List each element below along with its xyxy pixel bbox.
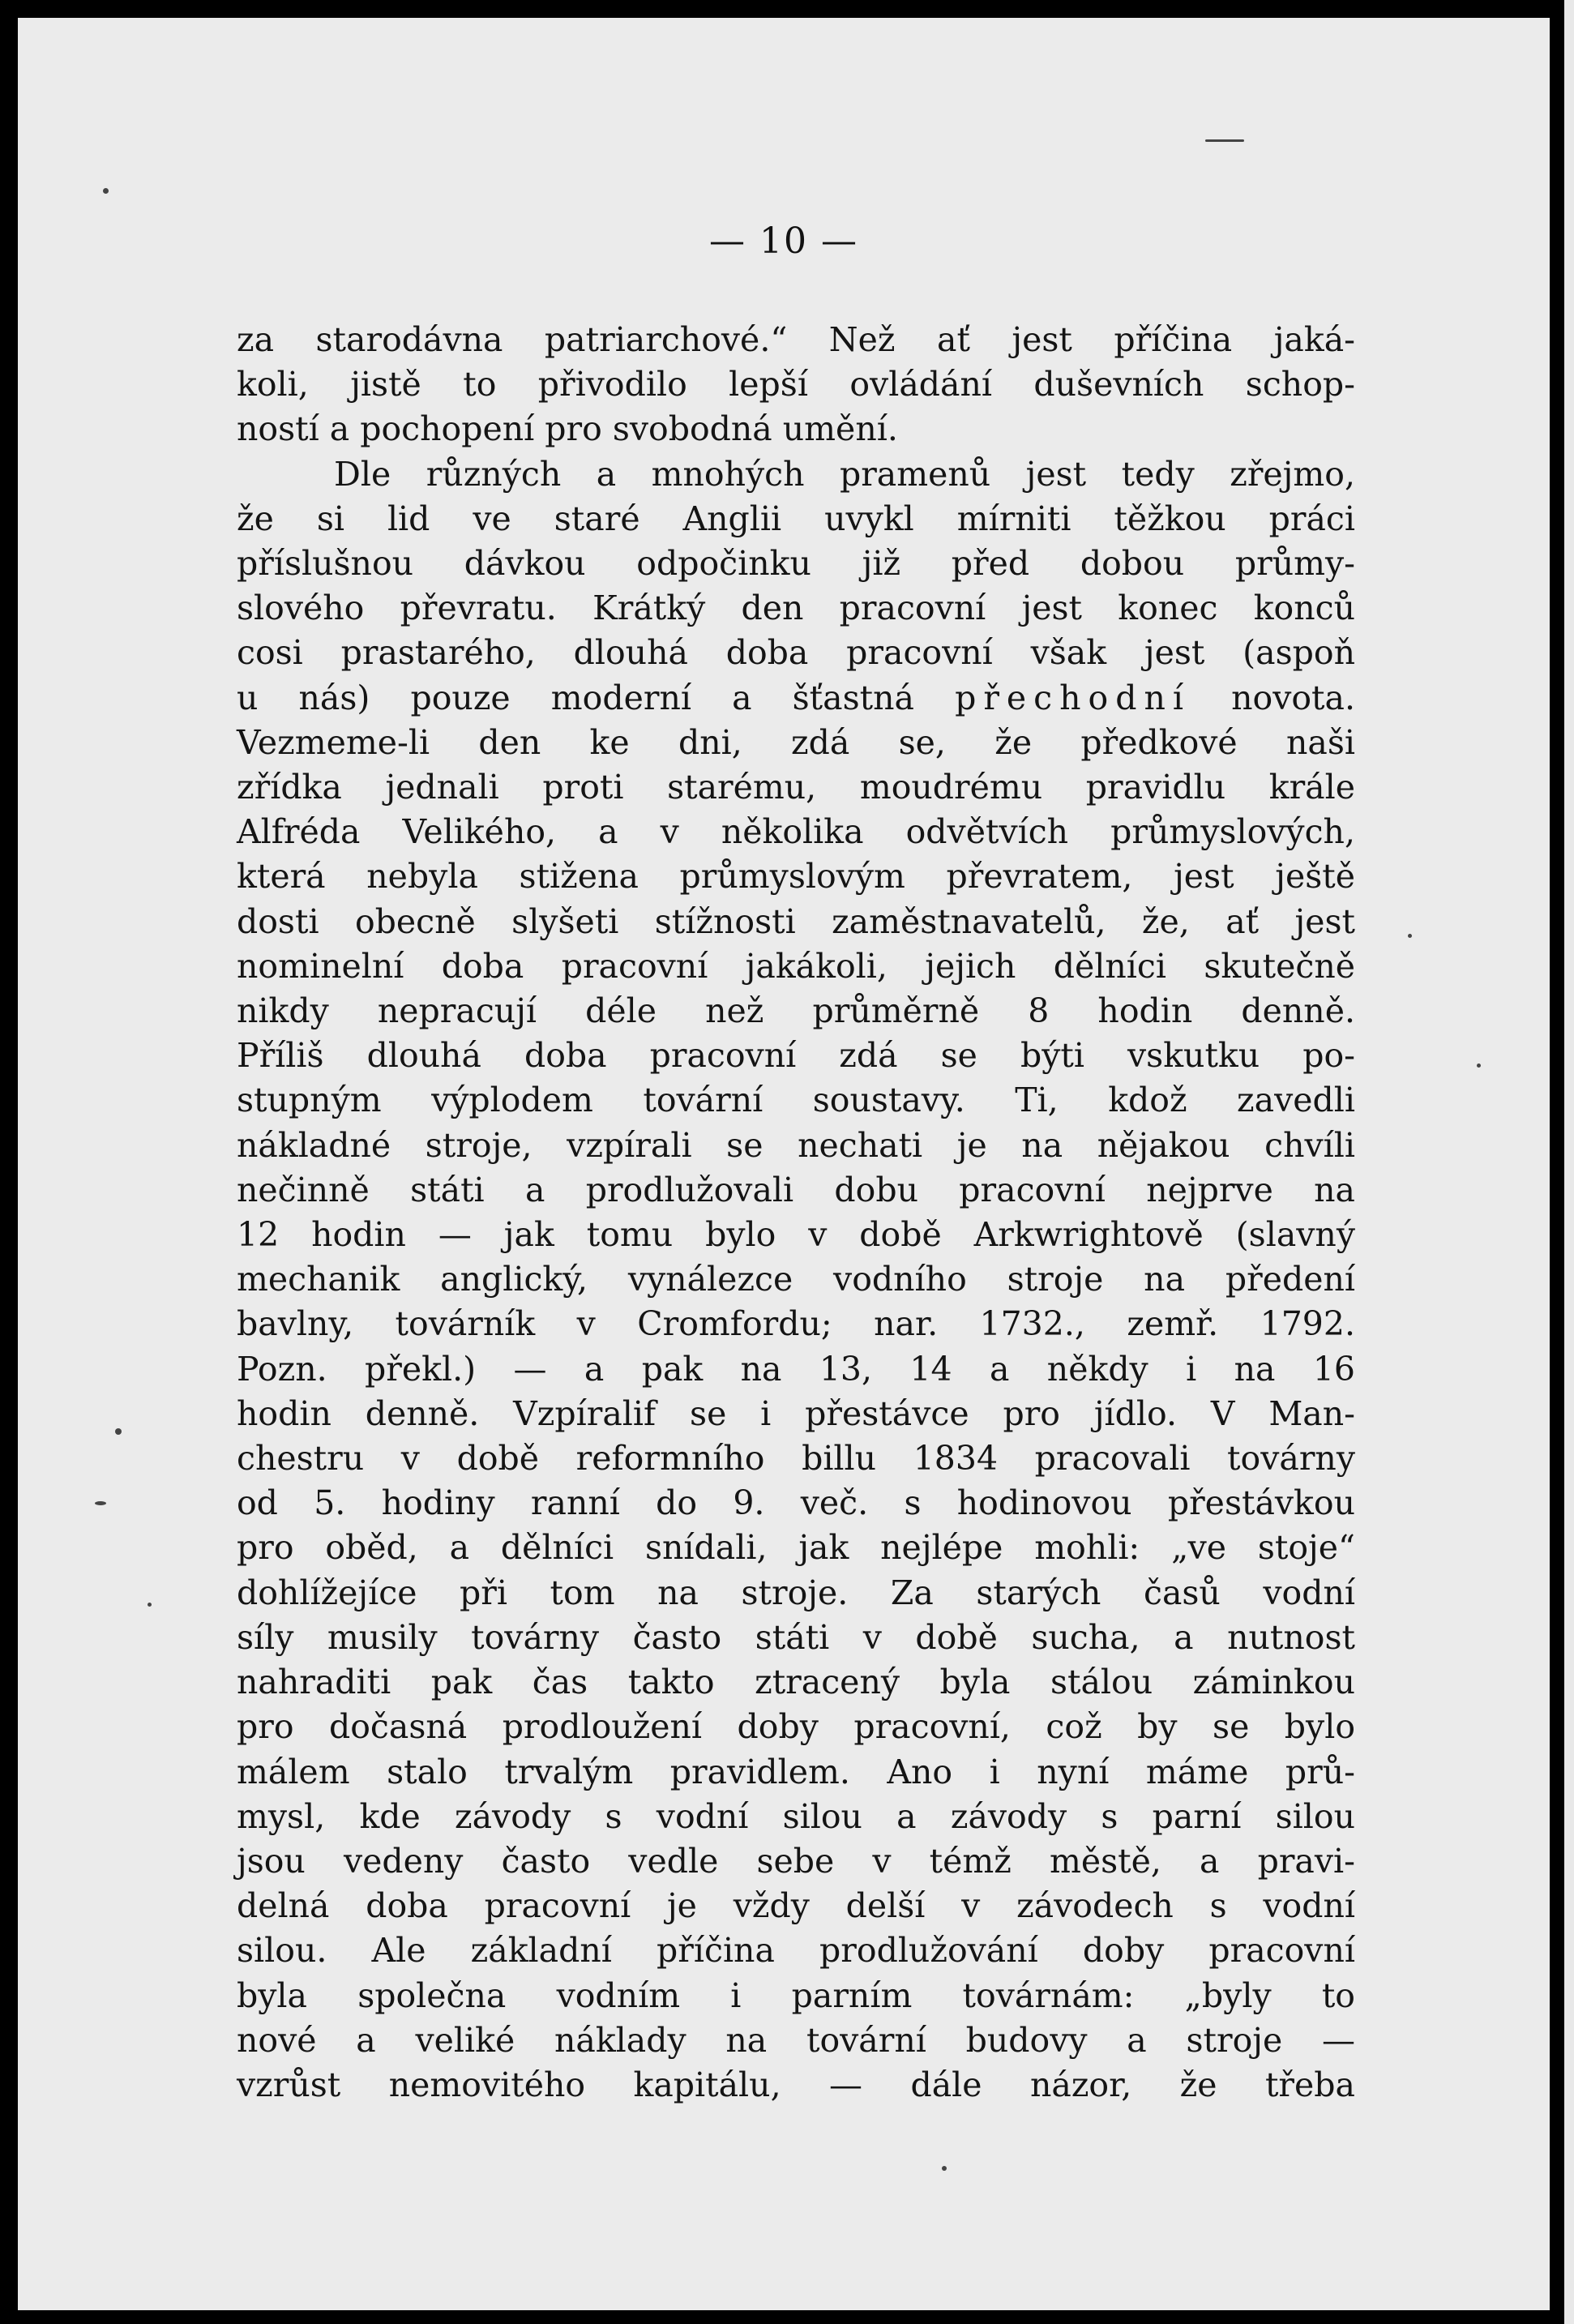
text-line: Pozn. překl.) — a pak na 13, 14 a někdy i na 16 (237, 1349, 1355, 1389)
text-line: dohlížejíce při tom na stroje. Za starých časů vodní (237, 1573, 1355, 1612)
text-line: slového převratu. Krátký den pracovní jest konec konců (237, 588, 1355, 628)
text-line: hodin denně. Vzpíralif se i přestávce pro jídlo. V Man- (237, 1393, 1355, 1433)
text-line: pro dočasná prodloužení doby pracovní, což by se bylo (237, 1707, 1355, 1747)
text-line: Vezmeme-li den ke dni, zdá se, že předkové naši (237, 722, 1355, 762)
text-line: cosi prastarého, dlouhá doba pracovní však jest (aspoň (237, 633, 1355, 673)
text-line: koli, jistě to přivodilo lepší ovládání duševních schop- (237, 365, 1355, 404)
paper-speck (103, 188, 109, 194)
text-line: nikdy nepracují déle než průměrně 8 hodin denně. (237, 991, 1355, 1031)
text-line: silou. Ale základní příčina prodlužování doby pracovní (237, 1931, 1355, 1971)
text-line: nákladné stroje, vzpírali se nechati je na nějakou chvíli (237, 1125, 1355, 1165)
text-line-emphasis (237, 676, 1355, 721)
paper-speck (1477, 1064, 1481, 1068)
text-line: dosti obecně slyšeti stížnosti zaměstnavatelů, že, ať jest (237, 901, 1355, 941)
page-number: — 10 — (709, 220, 858, 262)
text-line: od 5. hodiny ranní do 9. več. s hodinovou přestávkou (237, 1483, 1355, 1523)
text-line: Alfréda Velikého, a v několika odvětvích průmyslových, (237, 812, 1355, 852)
text-line: málem stalo trvalým pravidlem. Ano i nyní máme prů- (237, 1752, 1355, 1791)
text-line: nahraditi pak čas takto ztracený byla stálou záminkou (237, 1663, 1355, 1702)
text-line: pro oběd, a dělníci snídali, jak nejlépe mohli: „ve stoje“ (237, 1528, 1355, 1568)
text-line: za starodávna patriarchové.“ Než ať jest příčina jaká- (237, 320, 1355, 359)
text-line: jsou vedeny často vedle sebe v témž městě, a pravi- (237, 1841, 1355, 1881)
paper-speck (1205, 139, 1244, 142)
text-line: ností a pochopení pro svobodná umění. (237, 409, 898, 449)
text-line: zřídka jednali proti starému, moudrému pravidlu krále (237, 768, 1355, 807)
text-line: síly musily továrny často státi v době sucha, a nutnost (237, 1617, 1355, 1657)
text-line: mechanik anglický, vynálezce vodního stroje na předení (237, 1260, 1355, 1299)
paper-speck (148, 1603, 152, 1607)
text-line: příslušnou dávkou odpočinku již před dobou průmy- (237, 544, 1355, 584)
paper-speck (1408, 934, 1412, 938)
book-page (18, 18, 1550, 2310)
text-line: bavlny, továrník v Cromfordu; nar. 1732., zemř. 1792. (237, 1304, 1355, 1344)
paper-speck (95, 1501, 106, 1505)
text-line: nečinně státi a prodlužovali dobu pracovní nejprve na (237, 1170, 1355, 1209)
text-line: byla společna vodním i parním továrnám: „byly to (237, 1975, 1355, 2015)
spaced-emphasis-word: přechodní (955, 678, 1191, 717)
text-line: nominelní doba pracovní jakákoli, jejich dělníci skutečně (237, 946, 1355, 986)
text-line: delná doba pracovní je vždy delší v závodech s vodní (237, 1886, 1355, 1926)
page-edge (1564, 0, 1574, 2324)
paper-speck (115, 1428, 122, 1435)
text-line: stupným výplodem tovární soustavy. Ti, kdož zavedli (237, 1081, 1355, 1120)
body-text (237, 318, 1355, 2108)
text-line: mysl, kde závody s vodní silou a závody s parní silou (237, 1796, 1355, 1836)
paper-speck (942, 2166, 947, 2171)
text-fragment: novota. (1191, 678, 1356, 717)
text-line: Dle různých a mnohých pramenů jest tedy zřejmo, (334, 454, 1355, 494)
text-fragment: u nás) pouze moderní a šťastná (237, 678, 956, 717)
text-line: 12 hodin — jak tomu bylo v době Arkwrightově (slavný (237, 1215, 1355, 1255)
text-line: že si lid ve staré Anglii uvykl mírniti těžkou práci (237, 499, 1355, 538)
text-line: která nebyla stižena průmyslovým převratem, jest ještě (237, 857, 1355, 897)
text-line: Příliš dlouhá doba pracovní zdá se býti vskutku po- (237, 1036, 1355, 1076)
text-line: chestru v době reformního billu 1834 pracovali továrny (237, 1439, 1355, 1479)
text-line: vzrůst nemovitého kapitálu, — dále názor, že třeba (237, 2065, 1355, 2104)
text-line: nové a veliké náklady na tovární budovy a stroje — (237, 2020, 1355, 2060)
